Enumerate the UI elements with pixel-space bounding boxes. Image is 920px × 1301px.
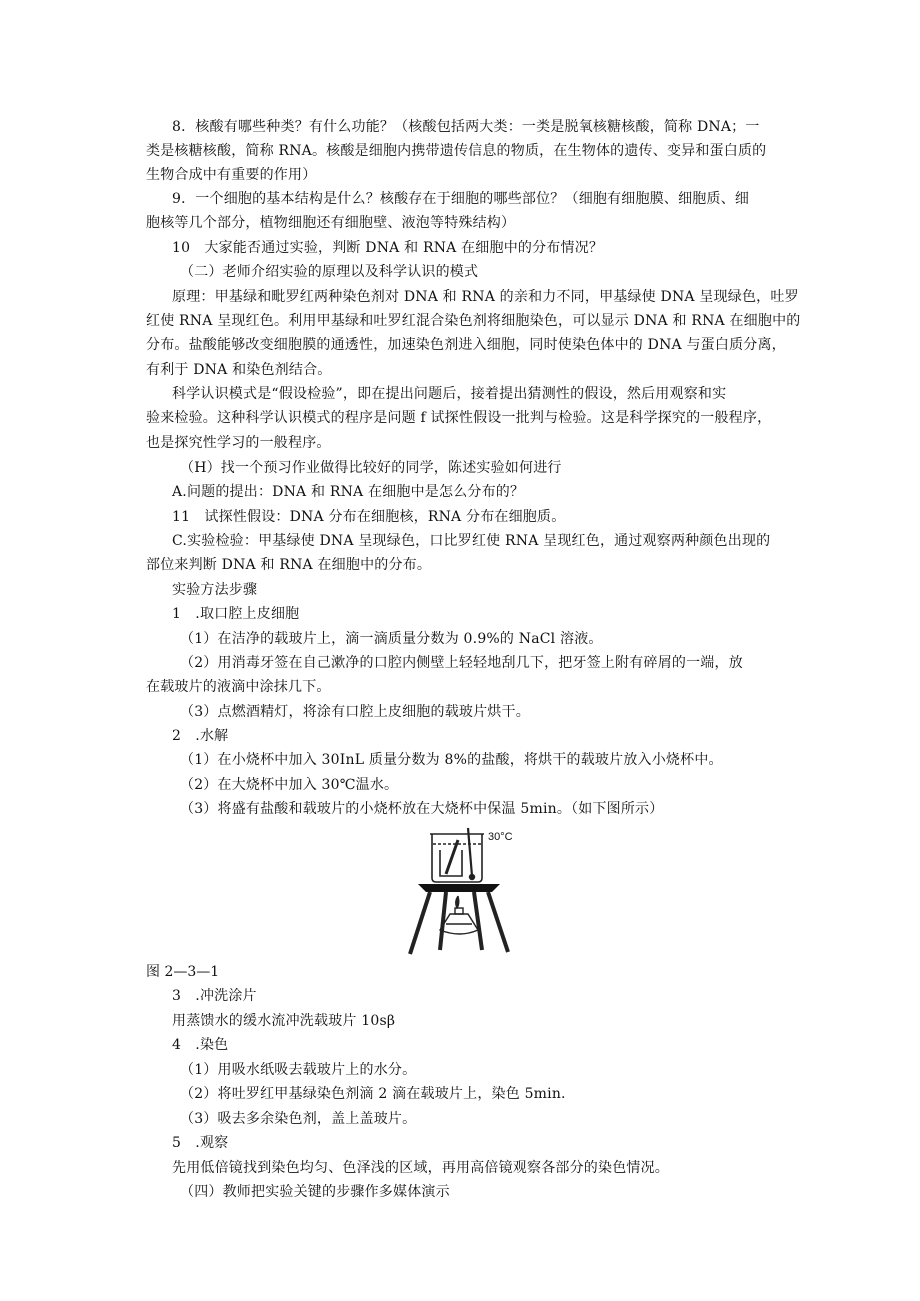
step-heading: 2 .水解 xyxy=(172,728,229,744)
text-line: C.实验检验：甲基绿使 DNA 呈现绿色，口比罗红使 RNA 呈现红色，通过观察两种颜色出现的 xyxy=(172,533,771,549)
text-line: （1）在洁净的载玻片上，滴一滴质量分数为 0.9%的 NaCl 溶液。 xyxy=(180,631,603,647)
text-line: 红使 RNA 呈现红色。利用甲基绿和吐罗红混合染色剂将细胞染色，可以显示 DNA 和 RNA 在细胞中的 xyxy=(146,313,801,329)
text-line: 8．核酸有哪些种类？有什么功能？（核酸包括两大类：一类是脱氧核糖核酸，简称 DNA；一 xyxy=(172,119,760,135)
step-heading: 1 .取口腔上皮细胞 xyxy=(172,606,300,622)
text-line: 在载玻片的液滴中涂抹几下。 xyxy=(146,679,331,695)
text-line: 9．一个细胞的基本结构是什么？核酸存在于细胞的哪些部位？（细胞有细胞膜、细胞质、细 xyxy=(172,191,750,207)
step-heading: 3 .冲洗涂片 xyxy=(172,988,257,1004)
section-heading: 实验方法步骤 xyxy=(172,582,258,598)
text-line: 验来检验。这种科学认识模式的程序是问题 f 试探性假设一批判与检验。这是科学探究的一般程序， xyxy=(146,410,772,426)
text-line: A.问题的提出：DNA 和 RNA 在细胞中是怎么分布的？ xyxy=(172,484,525,500)
text-line: 也是探究性学习的一般程序。 xyxy=(146,435,331,451)
text-line: 11 试探性假设：DNA 分布在细胞核，RNA 分布在细胞质。 xyxy=(172,509,566,525)
text-line: 有利于 DNA 和染色剂结合。 xyxy=(146,362,332,378)
text-line: （2）将吐罗红甲基绿染色剂滴 2 滴在载玻片上，染色 5min. xyxy=(180,1086,566,1102)
text-line: （2）在大烧杯中加入 30℃温水。 xyxy=(180,777,399,793)
text-line: 用蒸馈水的缓水流冲洗载玻片 10sβ xyxy=(172,1013,396,1029)
text-line: 10 大家能否通过实验，判断 DNA 和 RNA 在细胞中的分布情况？ xyxy=(172,240,604,256)
section-heading: （四）教师把实验关键的步骤作多媒体演示 xyxy=(180,1184,450,1200)
text-line: 先用低倍镜找到染色均匀、色泽浅的区域，再用高倍镜观察各部分的染色情况。 xyxy=(172,1160,669,1176)
text-line: 科学认识模式是“假设检验”，即在提出问题后，接着提出猜测性的假设，然后用观察和实 xyxy=(172,386,727,402)
figure-caption: 图 2—3—1 xyxy=(146,964,220,980)
temperature-label: 30°C xyxy=(488,831,513,843)
text-line: 部位来判断 DNA 和 RNA 在细胞中的分布。 xyxy=(146,557,432,573)
text-line: （2）用消毒牙签在自己漱净的口腔内侧壁上轻轻地刮几下，把牙签上附有碎屑的一端，放 xyxy=(180,655,743,671)
text-line: （3）点燃酒精灯，将涂有口腔上皮细胞的载玻片烘干。 xyxy=(180,704,530,720)
section-heading: （H）找一个预习作业做得比较好的同学，陈述实验如何进行 xyxy=(180,460,562,476)
step-heading: 4 .染色 xyxy=(172,1037,229,1053)
text-line: 胞核等几个部分，植物细胞还有细胞壁、液泡等特殊结构） xyxy=(146,215,516,231)
text-line: 原理：甲基绿和毗罗红两种染色剂对 DNA 和 RNA 的亲和力不同，甲基绿使 DNA 呈现绿色，吐罗 xyxy=(172,289,799,305)
step-heading: 5 .观察 xyxy=(172,1135,229,1151)
text-line: 生物合成中有重要的作用） xyxy=(146,167,317,183)
text-line: （1）用吸水纸吸去载玻片上的水分。 xyxy=(180,1062,417,1078)
text-line: （3）吸去多余染色剂，盖上盖玻片。 xyxy=(180,1111,417,1127)
text-line: 类是核糖核酸，简称 RNA。核酸是细胞内携带遗传信息的物质，在生物体的遗传、变异和蛋白质的 xyxy=(146,143,767,159)
text-line: （1）在小烧杯中加入 30InL 质量分数为 8%的盐酸，将烘干的载玻片放入小烧杯中。 xyxy=(180,752,723,768)
section-heading: （二）老师介绍实验的原理以及科学认识的模式 xyxy=(180,264,479,280)
beaker-apparatus-figure xyxy=(400,826,520,961)
text-line: （3）将盛有盐酸和载玻片的小烧杯放在大烧杯中保温 5min。（如下图所示） xyxy=(180,801,664,817)
text-line: 分布。盐酸能够改变细胞膜的通透性，加速染色剂进入细胞，同时使染色体中的 DNA 与蛋白质分离， xyxy=(146,337,786,353)
